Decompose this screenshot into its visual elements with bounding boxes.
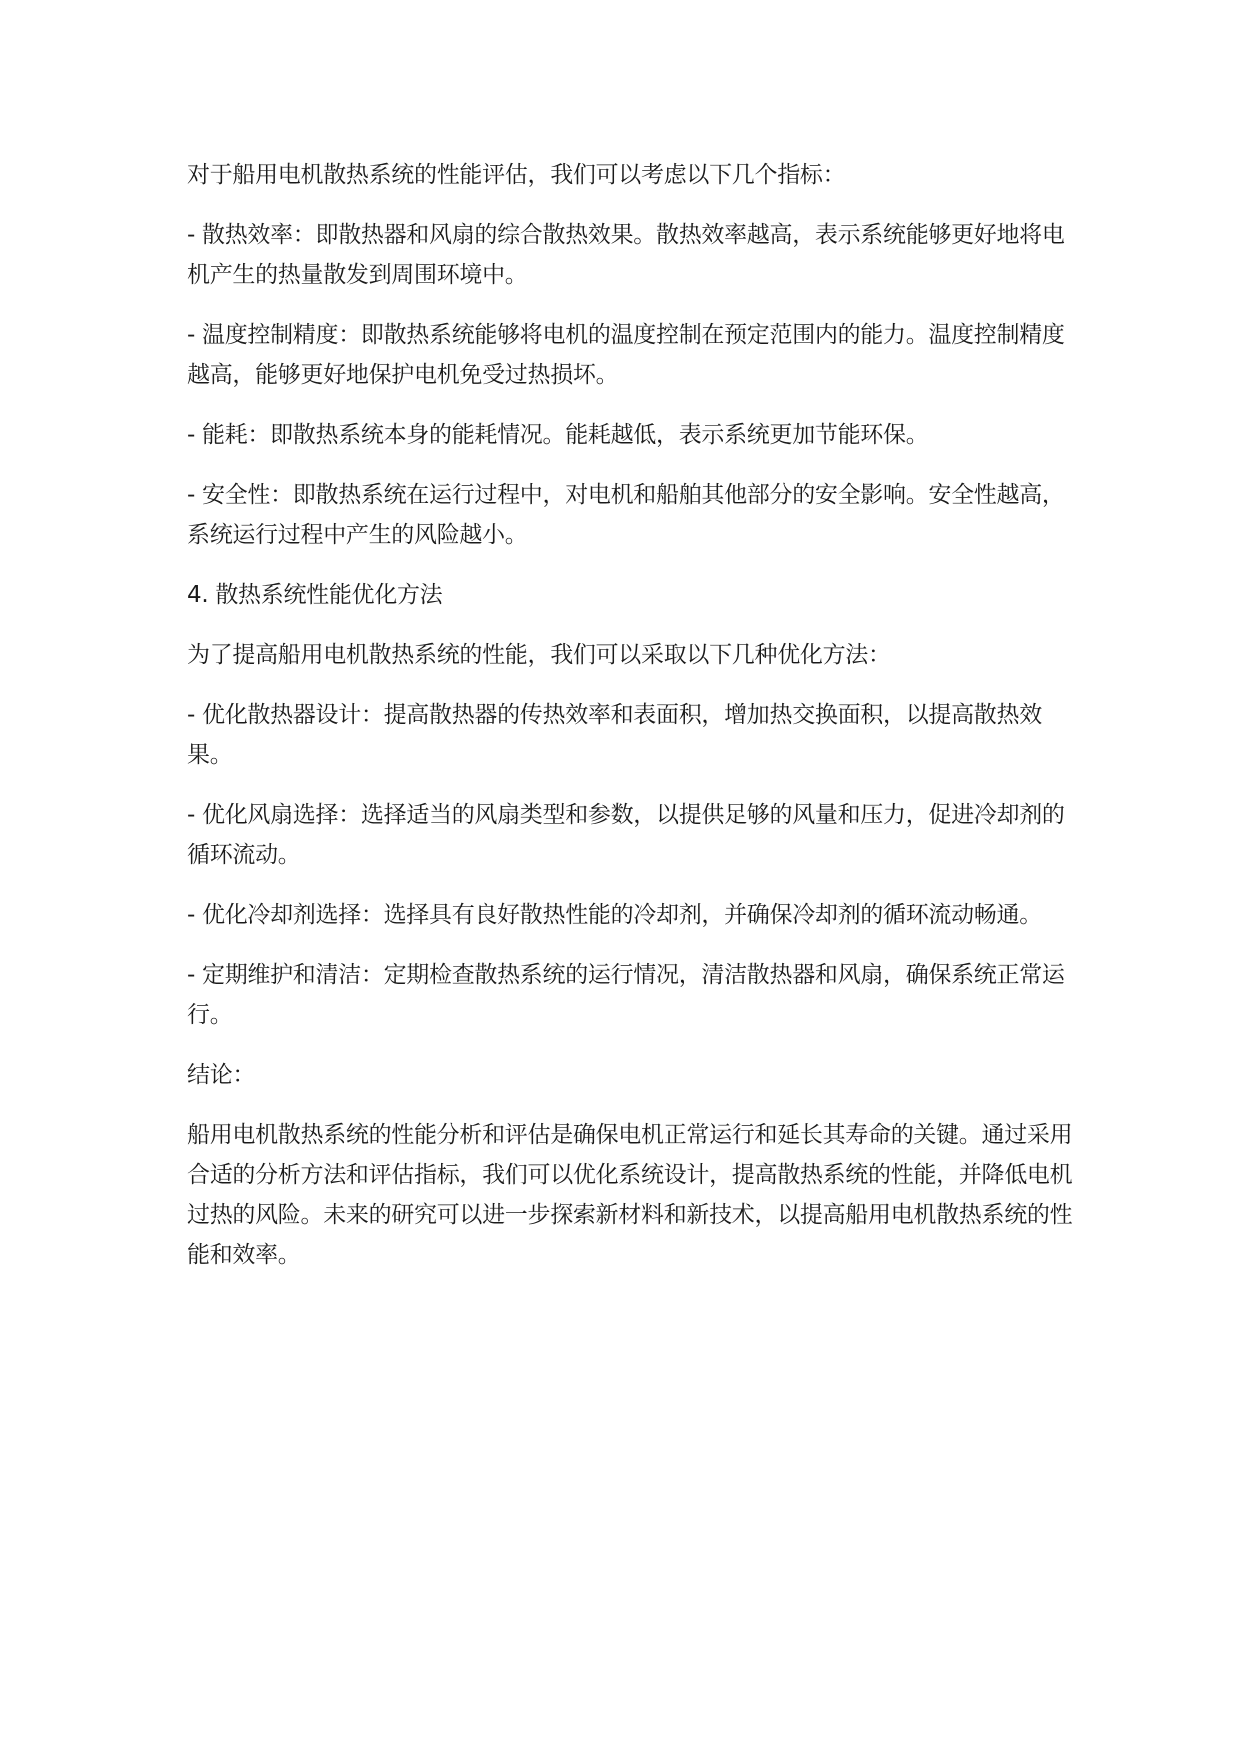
- conclusion-paragraph: 船用电机散热系统的性能分析和评估是确保电机正常运行和延长其寿命的关键。通过采用合适的分析方法和评估指标，我们可以优化系统设计，提高散热系统的性能，并降低电机过热的风险。未来的研究可以进一步探索新材料和新技术，以提高船用电机散热系统的性能和效率。: [187, 1122, 1073, 1268]
- document-body: [187, 155, 1077, 1295]
- list-item-coolant-selection: - 优化冷却剂选择：选择具有良好散热性能的冷却剂，并确保冷却剂的循环流动畅通。: [187, 902, 1042, 928]
- list-item-fan-selection: - 优化风扇选择：选择适当的风扇类型和参数，以提供足够的风量和压力，促进冷却剂的循环流动。: [187, 802, 1065, 868]
- list-item-maintenance: - 定期维护和清洁：定期检查散热系统的运行情况，清洁散热器和风扇，确保系统正常运行。: [187, 962, 1065, 1028]
- list-item-safety: - 安全性：即散热系统在运行过程中，对电机和船舶其他部分的安全影响。安全性越高，系统运行过程中产生的风险越小。: [187, 482, 1065, 548]
- list-item-temperature-control: - 温度控制精度：即散热系统能够将电机的温度控制在预定范围内的能力。温度控制精度越高，能够更好地保护电机免受过热损坏。: [187, 322, 1065, 388]
- section-heading-optimization: 4. 散热系统性能优化方法: [187, 582, 443, 608]
- paragraph-intro-metrics: 对于船用电机散热系统的性能评估，我们可以考虑以下几个指标：: [187, 162, 846, 188]
- list-item-cooling-efficiency: - 散热效率：即散热器和风扇的综合散热效果。散热效率越高，表示系统能够更好地将电机产生的热量散发到周围环境中。: [187, 222, 1065, 288]
- conclusion-heading: 结论：: [187, 1062, 256, 1088]
- paragraph-intro-optimization: 为了提高船用电机散热系统的性能，我们可以采取以下几种优化方法：: [187, 642, 891, 668]
- list-item-energy-consumption: - 能耗：即散热系统本身的能耗情况。能耗越低，表示系统更加节能环保。: [187, 422, 929, 448]
- list-item-radiator-design: - 优化散热器设计：提高散热器的传热效率和表面积，增加热交换面积，以提高散热效果。: [187, 702, 1042, 768]
